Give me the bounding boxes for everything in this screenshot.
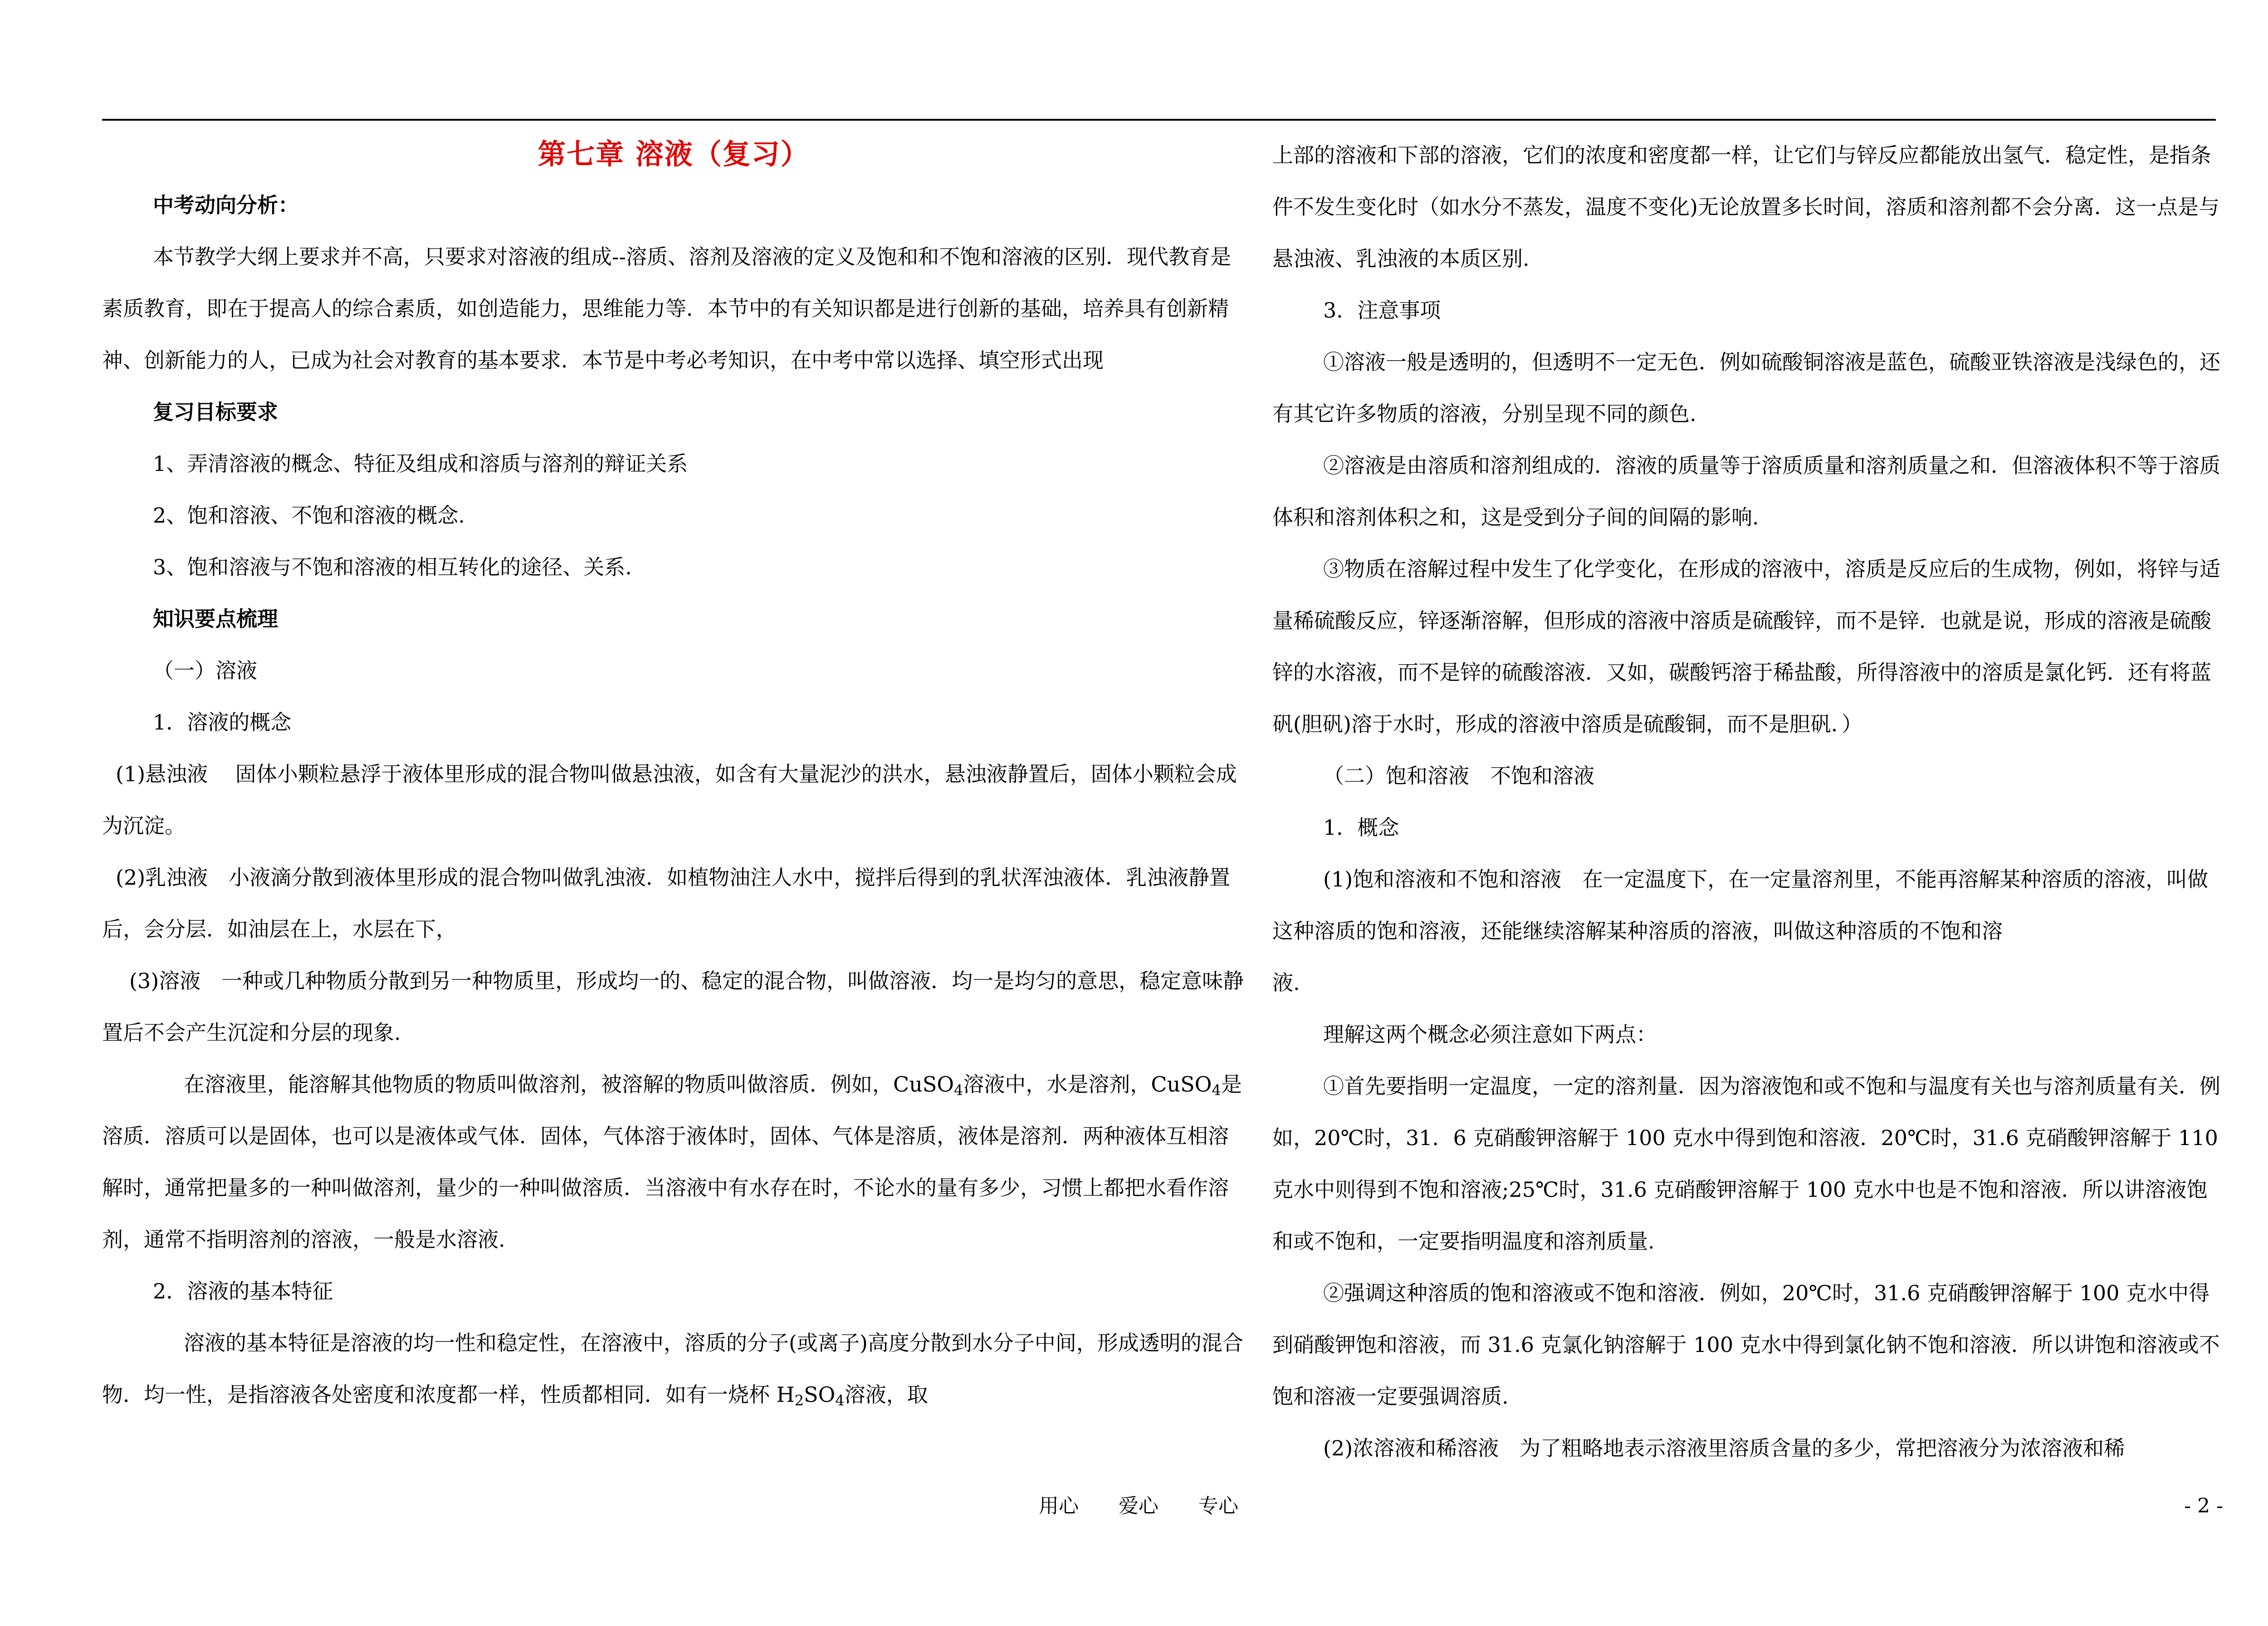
para-tezheng bbox=[102, 1317, 1245, 1420]
para-ruzhuoye: (2)乳浊液 小液滴分散到液体里形成的混合物叫做乳浊液．如植物油注人水中，搅拌后得到的乳状浑浊液体．乳浊液静置后，会分层．如油层在上，水层在下， bbox=[102, 865, 1231, 941]
subscript: 2 bbox=[794, 1392, 804, 1409]
para-zhuyi-2: ②溶液是由溶质和溶剂组成的．溶液的质量等于溶质质量和溶剂质量之和．但溶液体积不等于溶质体积和溶剂体积之和，这是受到分子间的间隔的影响. bbox=[1272, 453, 2220, 529]
page-title: 第七章 溶液（复习） bbox=[538, 137, 810, 171]
footer-motto: 用心 爱心 专心 bbox=[1039, 1494, 1238, 1518]
subscript: 4 bbox=[1212, 1082, 1221, 1099]
para-baohe: (1)饱和溶液和不饱和溶液 在一定温度下，在一定量溶剂里，不能再溶解某种溶质的溶液，叫做这种溶质的饱和溶液，还能继续溶解某种溶质的溶液，叫做这种溶质的不饱和溶 bbox=[1272, 867, 2209, 943]
heading-yaodian: 知识要点梳理 bbox=[153, 607, 278, 631]
para-zhuyi-3: ③物质在溶解过程中发生了化学变化，在形成的溶液中，溶质是反应后的生成物，例如，将锌与适量稀硫酸反应，锌逐渐溶解，但形成的溶液中溶质是硫酸锌，而不是锌．也就是说，形成的溶液是硫酸锌的水溶液，而不是锌的硫酸溶液．又如，碳酸钙溶于稀盐酸，所得溶液中的溶质是氯化钙．还有将蓝矾(胆矾)溶于水时，形成的溶液中溶质是硫酸铜，而不是胆矾．） bbox=[1272, 557, 2220, 736]
text-run: SO bbox=[804, 1382, 836, 1407]
heading-mubiao: 复习目标要求 bbox=[153, 400, 278, 424]
para-rongji bbox=[102, 1058, 1245, 1265]
para-continued: 上部的溶液和下部的溶液，它们的浓度和密度都一样，让它们与锌反应都能放出氢气．稳定性，是指条件不发生变化时（如水分不蒸发，温度不变化)无论放置多长时间，溶质和溶剂都不会分离．这一点是与悬浊液、乳浊液的本质区别. bbox=[1272, 143, 2219, 271]
subsection-gainian: 1．溶液的概念 bbox=[153, 710, 292, 735]
para-xuanzhuoye: (1)悬浊液 固体小颗粒悬浮于液体里形成的混合物叫做悬浊液，如含有大量泥沙的洪水，悬浊液静置后，固体小颗粒会成为沉淀。 bbox=[102, 762, 1237, 838]
subsection-gainian-2: 1．概念 bbox=[1323, 815, 1399, 840]
text-run: 溶液中，水是溶剂，CuSO bbox=[963, 1072, 1212, 1097]
para-baohe-end: 液. bbox=[1272, 970, 1300, 995]
subsection-zhuyi: 3．注意事项 bbox=[1323, 298, 1441, 323]
para-lijie-2: ②强调这种溶质的饱和溶液或不饱和溶液．例如，20℃时，31.6 克硝酸钾溶解于 100 克水中得到硝酸钾饱和溶液，而 31.6 克氯化钠溶解于 100 克水中得到氯化钠不饱和溶液．所以讲饱和溶液或不饱和溶液一定要强调溶质. bbox=[1272, 1281, 2220, 1409]
para-nongxi: (2)浓溶液和稀溶液 为了粗略地表示溶液里溶质含量的多少，常把溶液分为浓溶液和稀 bbox=[1323, 1436, 2125, 1460]
text-run: 是溶质．溶质可以是固体，也可以是液体或气体．固体，气体溶于液体时，固体、气体是溶质，液体是溶剂．两种液体互相溶解时，通常把量多的一种叫做溶剂，量少的一种叫做溶质．当溶液中有水存在时，不论水的量有多少，习惯上都把水看作溶剂，通常不指明溶剂的溶液，一般是水溶液. bbox=[102, 1072, 1242, 1252]
right-column bbox=[1272, 129, 2220, 1474]
mubiao-item-2: 2、饱和溶液、不饱和溶液的概念. bbox=[153, 503, 465, 528]
para-lijie: 理解这两个概念必须注意如下两点： bbox=[1323, 1022, 1657, 1047]
subscript: 4 bbox=[954, 1082, 963, 1099]
para-rongye: (3)溶液 一种或几种物质分散到另一种物质里，形成均一的、稳定的混合物，叫做溶液．均一是均匀的意思，稳定意味静置后不会产生沉淀和分层的现象. bbox=[102, 969, 1244, 1045]
section-baohe: （二）饱和溶液 不饱和溶液 bbox=[1323, 764, 1594, 788]
para-dongxiang: 本节教学大纲上要求并不高，只要求对溶液的组成--溶质、溶剂及溶液的定义及饱和和不饱和溶液的区别．现代教育是素质教育，即在于提高人的综合素质，如创造能力，思维能力等．本节中的有关知识都是进行创新的基础，培养具有创新精神、创新能力的人，已成为社会对教育的基本要求．本节是中考必考知识，在中考中常以选择、填空形式出现 bbox=[102, 245, 1232, 372]
subsection-tezheng: 2．溶液的基本特征 bbox=[153, 1279, 333, 1303]
mubiao-item-1: 1、弄清溶液的概念、特征及组成和溶质与溶剂的辩证关系 bbox=[153, 451, 688, 476]
subscript: 4 bbox=[835, 1392, 845, 1409]
para-zhuyi-1: ①溶液一般是透明的，但透明不一定无色．例如硫酸铜溶液是蓝色，硫酸亚铁溶液是浅绿色的，还有其它许多物质的溶液，分别呈现不同的颜色. bbox=[1272, 350, 2220, 426]
text-run: 溶液的基本特征是溶液的均一性和稳定性，在溶液中，溶质的分子(或离子)高度分散到水分子中间，形成透明的混合物．均一性，是指溶液各处密度和浓度都一样，性质都相同．如有一烧杯 H bbox=[102, 1331, 1243, 1407]
left-column bbox=[102, 129, 1245, 1420]
text-run: 溶液，取 bbox=[844, 1382, 928, 1407]
heading-dongxiang: 中考动向分析： bbox=[153, 193, 299, 217]
mubiao-item-3: 3、饱和溶液与不饱和溶液的相互转化的途径、关系. bbox=[153, 555, 632, 579]
header-rule bbox=[102, 119, 2216, 121]
text-run: 在溶液里，能溶解其他物质的物质叫做溶剂，被溶解的物质叫做溶质．例如，CuSO bbox=[184, 1072, 954, 1097]
page-number: - 2 - bbox=[2184, 1494, 2223, 1518]
para-lijie-1: ①首先要指明一定温度，一定的溶剂量．因为溶液饱和或不饱和与温度有关也与溶剂质量有关．例如，20℃时，31．6 克硝酸钾溶解于 100 克水中得到饱和溶液．20℃时，31.6 克硝酸钾溶解于 110 克水中则得到不饱和溶液;25℃时，31.6 克硝酸钾溶解于 100 克水中也是不饱和溶液．所以讲溶液饱和或不饱和，一定要指明温度和溶剂质量. bbox=[1272, 1074, 2220, 1254]
section-rongye: （一）溶液 bbox=[153, 658, 257, 683]
